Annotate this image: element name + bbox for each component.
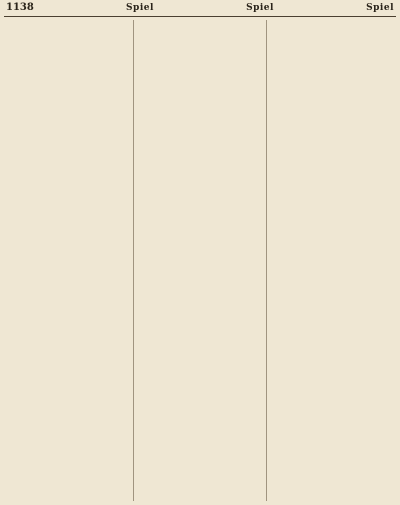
running-title-left: Spiel bbox=[126, 3, 154, 13]
page-number: 1138 bbox=[6, 2, 34, 13]
column-divider bbox=[266, 20, 267, 501]
column-2 bbox=[139, 20, 262, 501]
running-title-right: Spiel bbox=[366, 3, 394, 13]
column-divider bbox=[133, 20, 134, 501]
text-columns bbox=[5, 20, 395, 501]
running-header bbox=[6, 2, 394, 16]
running-title-center: Spiel bbox=[246, 3, 274, 13]
column-1 bbox=[5, 20, 128, 501]
column-3 bbox=[272, 20, 395, 501]
header-rule bbox=[4, 16, 396, 17]
